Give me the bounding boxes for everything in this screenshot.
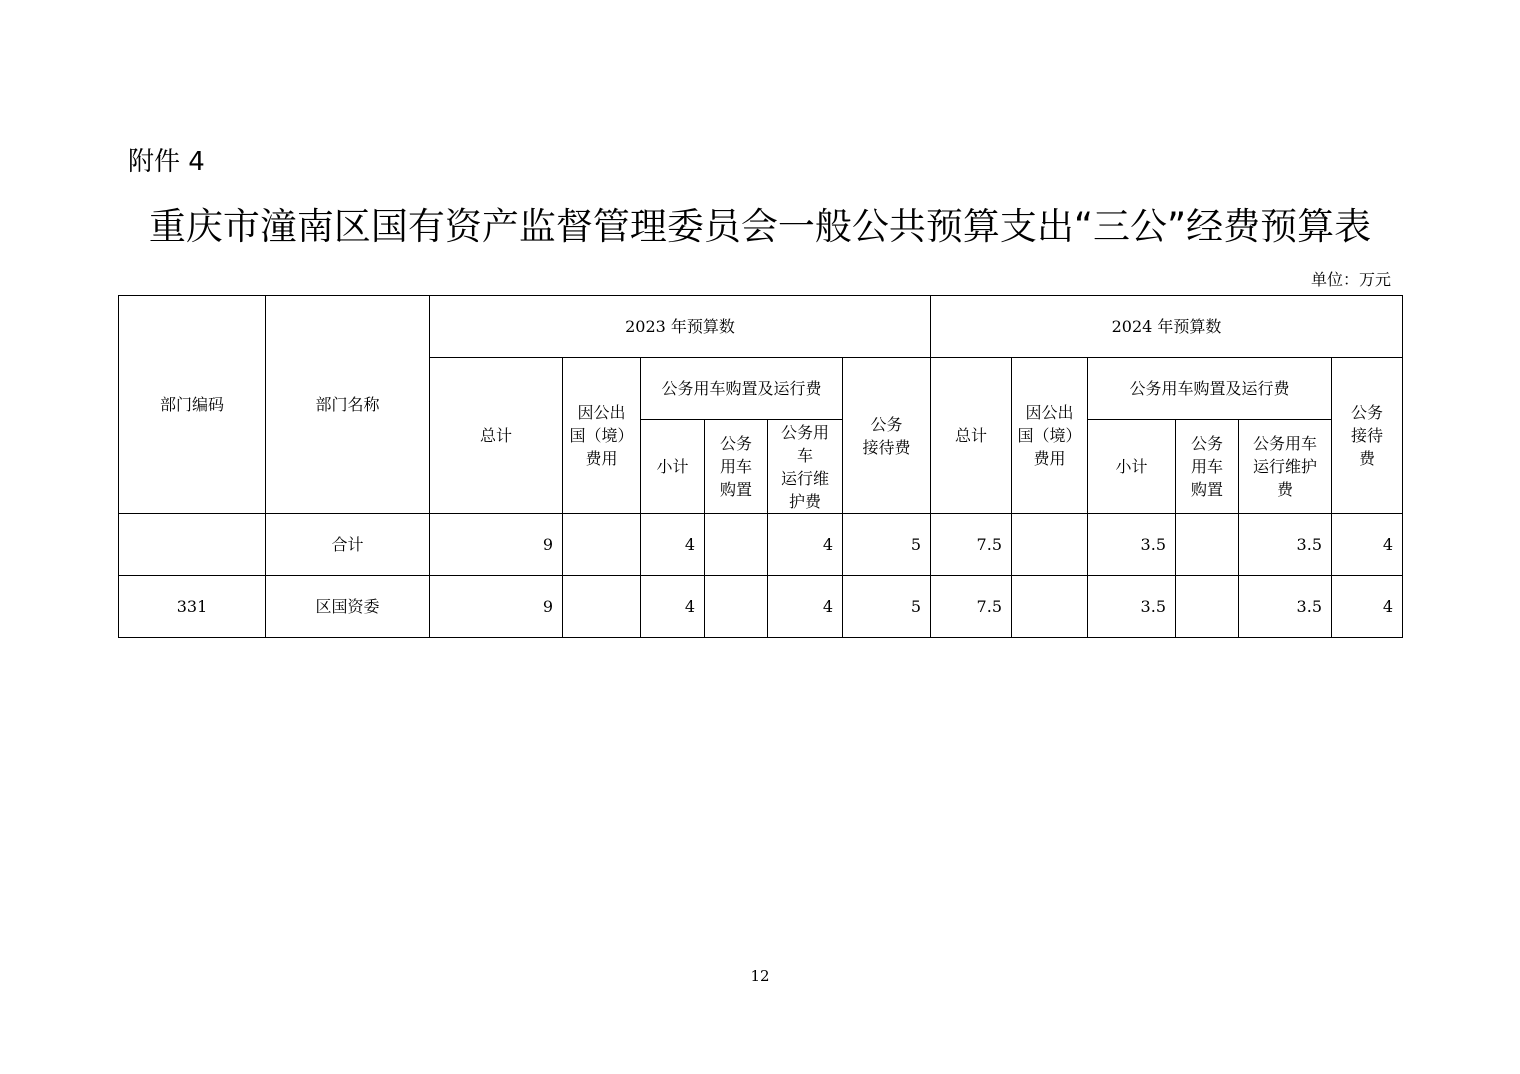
header-2023-vehicle-group: 公务用车购置及运行费 — [641, 358, 843, 420]
cell-2024-abroad — [1012, 576, 1088, 638]
header-2023-maintenance: 公务用 车 运行维 护费 — [768, 420, 843, 514]
cell-name: 区国资委 — [266, 576, 430, 638]
cell-code — [119, 514, 266, 576]
header-2024-purchase: 公务 用车 购置 — [1176, 420, 1239, 514]
cell-2023-subtotal: 4 — [641, 514, 705, 576]
table-row-total — [119, 514, 1403, 576]
header-2024-vehicle-group: 公务用车购置及运行费 — [1088, 358, 1332, 420]
cell-2023-maintenance: 4 — [768, 514, 843, 576]
table-row — [119, 576, 1403, 638]
budget-table — [118, 295, 1403, 638]
header-2024-subtotal: 小计 — [1088, 420, 1176, 514]
cell-2024-maintenance: 3.5 — [1239, 514, 1332, 576]
cell-2024-purchase — [1176, 576, 1239, 638]
page-number: 12 — [750, 967, 770, 985]
cell-2023-reception: 5 — [843, 514, 931, 576]
header-2023-total: 总计 — [430, 358, 563, 514]
cell-2024-reception: 4 — [1332, 514, 1403, 576]
unit-label: 单位：万元 — [1310, 270, 1391, 289]
cell-2024-maintenance: 3.5 — [1239, 576, 1332, 638]
cell-2023-total: 9 — [430, 514, 563, 576]
cell-2024-purchase — [1176, 514, 1239, 576]
header-2024-abroad: 因公出 国（境） 费用 — [1012, 358, 1088, 514]
attachment-label: 附件 4 — [128, 147, 205, 177]
header-2023-purchase: 公务 用车 购置 — [705, 420, 768, 514]
cell-2024-reception: 4 — [1332, 576, 1403, 638]
cell-2023-abroad — [563, 514, 641, 576]
cell-2023-subtotal: 4 — [641, 576, 705, 638]
header-dept-name: 部门名称 — [266, 296, 430, 514]
cell-2024-total: 7.5 — [931, 576, 1012, 638]
cell-2023-total: 9 — [430, 576, 563, 638]
cell-2023-reception: 5 — [843, 576, 931, 638]
header-2024-maintenance: 公务用车 运行维护 费 — [1239, 420, 1332, 514]
header-row-years — [119, 296, 1403, 358]
header-2024-total: 总计 — [931, 358, 1012, 514]
cell-name: 合计 — [266, 514, 430, 576]
header-2024-reception: 公务 接待 费 — [1332, 358, 1403, 514]
cell-2024-total: 7.5 — [931, 514, 1012, 576]
cell-2024-abroad — [1012, 514, 1088, 576]
cell-2023-purchase — [705, 576, 768, 638]
cell-2023-maintenance: 4 — [768, 576, 843, 638]
cell-2024-subtotal: 3.5 — [1088, 514, 1176, 576]
header-2023-subtotal: 小计 — [641, 420, 705, 514]
cell-2024-subtotal: 3.5 — [1088, 576, 1176, 638]
cell-code: 331 — [119, 576, 266, 638]
header-dept-code: 部门编码 — [119, 296, 266, 514]
document-title: 重庆市潼南区国有资产监督管理委员会一般公共预算支出“三公”经费预算表 — [148, 205, 1372, 248]
cell-2023-purchase — [705, 514, 768, 576]
header-2023-reception: 公务 接待费 — [843, 358, 931, 514]
header-year-2023: 2023 年预算数 — [430, 296, 931, 358]
header-2023-abroad: 因公出 国（境） 费用 — [563, 358, 641, 514]
cell-2023-abroad — [563, 576, 641, 638]
header-year-2024: 2024 年预算数 — [931, 296, 1403, 358]
